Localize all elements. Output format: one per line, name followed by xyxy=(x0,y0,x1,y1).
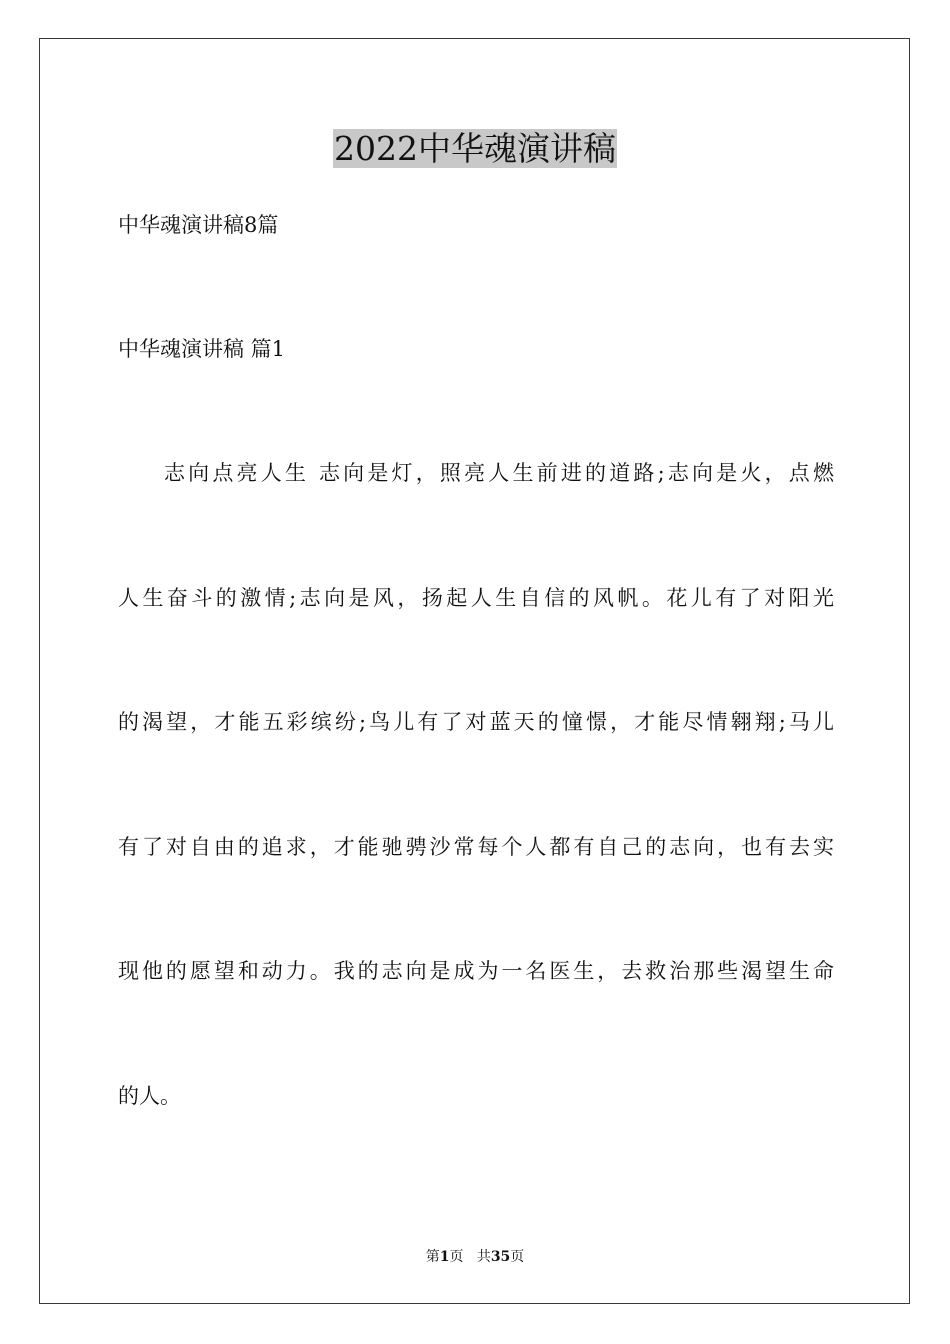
total-prefix: 共 xyxy=(476,1249,491,1265)
paragraph-line: 的人。 xyxy=(118,1084,181,1108)
paragraph-line: 人生奋斗的激情;志向是风，扬起人生自信的风帆。花儿有了对阳光 xyxy=(118,586,834,610)
total-suffix: 页 xyxy=(510,1249,525,1265)
document-title-text: 2022中华魂演讲稿 xyxy=(334,129,616,168)
section-heading: 中华魂演讲稿 篇1 xyxy=(118,337,286,361)
page-footer xyxy=(0,1248,950,1266)
page-suffix: 页 xyxy=(449,1249,464,1265)
page-prefix: 第 xyxy=(425,1249,440,1265)
paragraph-line: 志向点亮人生 志向是灯，照亮人生前进的道路;志向是火，点燃 xyxy=(164,461,834,485)
paragraph-line: 的渴望，才能五彩缤纷;鸟儿有了对蓝天的憧憬，才能尽情翱翔;马儿 xyxy=(118,710,834,734)
document-title xyxy=(0,128,950,170)
paragraph-line: 有了对自由的追求，才能驰骋沙常每个人都有自己的志向，也有去实 xyxy=(118,835,834,859)
page-number: 1 xyxy=(439,1249,450,1265)
document-subtitle: 中华魂演讲稿8篇 xyxy=(118,213,279,237)
total-pages: 35 xyxy=(490,1249,511,1265)
paragraph-line: 现他的愿望和动力。我的志向是成为一名医生，去救治那些渴望生命 xyxy=(118,959,834,983)
